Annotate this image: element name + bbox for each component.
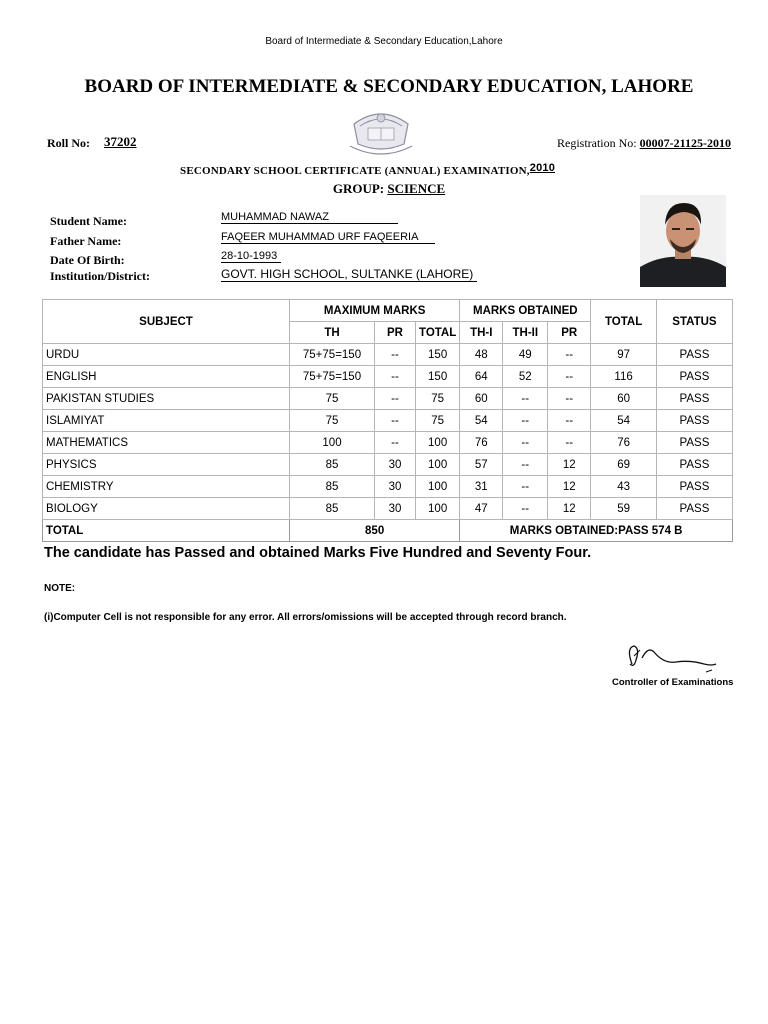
cell: -- <box>375 432 416 454</box>
subject-cell: MATHEMATICS <box>43 432 290 454</box>
cell: -- <box>548 388 591 410</box>
pr2-header: PR <box>548 322 591 344</box>
cell: -- <box>548 432 591 454</box>
table-row <box>43 388 733 410</box>
max-total: 850 <box>290 520 460 542</box>
cell: 47 <box>460 498 503 520</box>
cell: 52 <box>503 366 548 388</box>
table-row <box>43 366 733 388</box>
subject-cell: PHYSICS <box>43 454 290 476</box>
table-row <box>43 454 733 476</box>
status-cell: PASS <box>656 454 732 476</box>
cell: 75+75=150 <box>290 344 375 366</box>
registration <box>557 136 731 151</box>
note-text: (i)Computer Cell is not responsible for any error. All errors/omissions will be accepted through record branch. <box>44 612 567 623</box>
total-label: TOTAL <box>43 520 290 542</box>
total-row <box>43 520 733 542</box>
cell: 30 <box>375 476 416 498</box>
cell: 54 <box>460 410 503 432</box>
marks-obtained-header: MARKS OBTAINED <box>460 300 591 322</box>
registration-label: Registration No: <box>556 136 637 150</box>
cell: 31 <box>460 476 503 498</box>
exam-title <box>180 162 556 177</box>
registration-number: 00007-21125-2010 <box>639 136 731 150</box>
subject-header: SUBJECT <box>43 300 290 344</box>
roll-number: 37202 <box>104 134 137 149</box>
institution: GOVT. HIGH SCHOOL, SULTANKE (LAHORE) <box>221 267 477 282</box>
cell: 100 <box>416 432 460 454</box>
institution-label: Institution/District: <box>50 269 150 283</box>
table-row <box>43 432 733 454</box>
cell: 75 <box>416 410 460 432</box>
student-name-label: Student Name: <box>50 214 127 228</box>
status-cell: PASS <box>656 432 732 454</box>
cell: 64 <box>460 366 503 388</box>
dob-label: Date Of Birth: <box>50 253 125 267</box>
date-of-birth: 28-10-1993 <box>221 250 281 263</box>
table-row <box>43 476 733 498</box>
status-cell: PASS <box>656 388 732 410</box>
cell: -- <box>548 410 591 432</box>
obtained-total: MARKS OBTAINED:PASS 574 B <box>460 520 733 542</box>
total-sub-header: TOTAL <box>416 322 460 344</box>
cell: 75 <box>416 388 460 410</box>
cell: 100 <box>416 454 460 476</box>
cell: -- <box>375 366 416 388</box>
cell: 97 <box>591 344 657 366</box>
controller-of-examinations: Controller of Examinations <box>612 677 734 688</box>
cell: 76 <box>591 432 657 454</box>
cell: 85 <box>290 454 375 476</box>
cell: 12 <box>548 454 591 476</box>
cell: -- <box>503 498 548 520</box>
group-value: SCIENCE <box>387 181 446 196</box>
subject-cell: ISLAMIYAT <box>43 410 290 432</box>
th-header: TH <box>290 322 375 344</box>
cell: 12 <box>548 476 591 498</box>
cell: 12 <box>548 498 591 520</box>
cell: -- <box>503 388 548 410</box>
board-seal-icon <box>344 102 418 160</box>
header-line: Board of Intermediate & Secondary Education,Lahore <box>265 36 503 47</box>
roll-label: Roll No: <box>47 136 90 150</box>
cell: 57 <box>460 454 503 476</box>
cell: 116 <box>591 366 657 388</box>
cell: 150 <box>416 344 460 366</box>
father-name-label: Father Name: <box>50 234 122 248</box>
status-cell: PASS <box>656 476 732 498</box>
cell: 30 <box>375 498 416 520</box>
cell: 54 <box>591 410 657 432</box>
subject-cell: PAKISTAN STUDIES <box>43 388 290 410</box>
student-photo <box>640 195 726 287</box>
subject-cell: CHEMISTRY <box>43 476 290 498</box>
cell: 43 <box>591 476 657 498</box>
cell: -- <box>548 344 591 366</box>
status-cell: PASS <box>656 498 732 520</box>
status-cell: PASS <box>656 410 732 432</box>
cell: -- <box>503 454 548 476</box>
student-name: MUHAMMAD NAWAZ <box>221 211 398 224</box>
cell: -- <box>548 366 591 388</box>
cell: 30 <box>375 454 416 476</box>
result-statement: The candidate has Passed and obtained Marks Five Hundred and Seventy Four. <box>44 545 592 561</box>
cell: -- <box>503 432 548 454</box>
total-header: TOTAL <box>591 300 657 344</box>
subject-cell: ENGLISH <box>43 366 290 388</box>
cell: 49 <box>503 344 548 366</box>
cell: 59 <box>591 498 657 520</box>
max-marks-header: MAXIMUM MARKS <box>290 300 460 322</box>
cell: -- <box>503 410 548 432</box>
cell: 48 <box>460 344 503 366</box>
cell: 100 <box>416 498 460 520</box>
page-title: BOARD OF INTERMEDIATE & SECONDARY EDUCATION, LAHORE <box>84 76 694 97</box>
cell: -- <box>375 344 416 366</box>
exam-title-text: SECONDARY SCHOOL CERTIFICATE (ANNUAL) EXAMINATION, <box>180 165 530 177</box>
status-cell: PASS <box>656 344 732 366</box>
cell: 150 <box>416 366 460 388</box>
exam-year: 2010 <box>529 162 556 174</box>
cell: 75 <box>290 388 375 410</box>
status-header: STATUS <box>656 300 732 344</box>
father-name: FAQEER MUHAMMAD URF FAQEERIA <box>221 231 435 244</box>
cell: -- <box>375 388 416 410</box>
cell: 60 <box>460 388 503 410</box>
cell: 75+75=150 <box>290 366 375 388</box>
cell: 100 <box>290 432 375 454</box>
cell: 69 <box>591 454 657 476</box>
cell: 85 <box>290 498 375 520</box>
cell: -- <box>375 410 416 432</box>
cell: -- <box>503 476 548 498</box>
cell: 100 <box>416 476 460 498</box>
cell: 75 <box>290 410 375 432</box>
table-row <box>43 410 733 432</box>
table-row <box>43 344 733 366</box>
signature-mark <box>620 638 720 678</box>
status-cell: PASS <box>656 366 732 388</box>
th2-header: TH-II <box>503 322 548 344</box>
subject-cell: URDU <box>43 344 290 366</box>
pr-header: PR <box>375 322 416 344</box>
group-label: GROUP: <box>332 181 385 196</box>
cell: 76 <box>460 432 503 454</box>
cell: 85 <box>290 476 375 498</box>
marks-table <box>42 299 733 542</box>
subject-cell: BIOLOGY <box>43 498 290 520</box>
th1-header: TH-I <box>460 322 503 344</box>
table-row <box>43 498 733 520</box>
note-label: NOTE: <box>44 583 76 594</box>
cell: 60 <box>591 388 657 410</box>
